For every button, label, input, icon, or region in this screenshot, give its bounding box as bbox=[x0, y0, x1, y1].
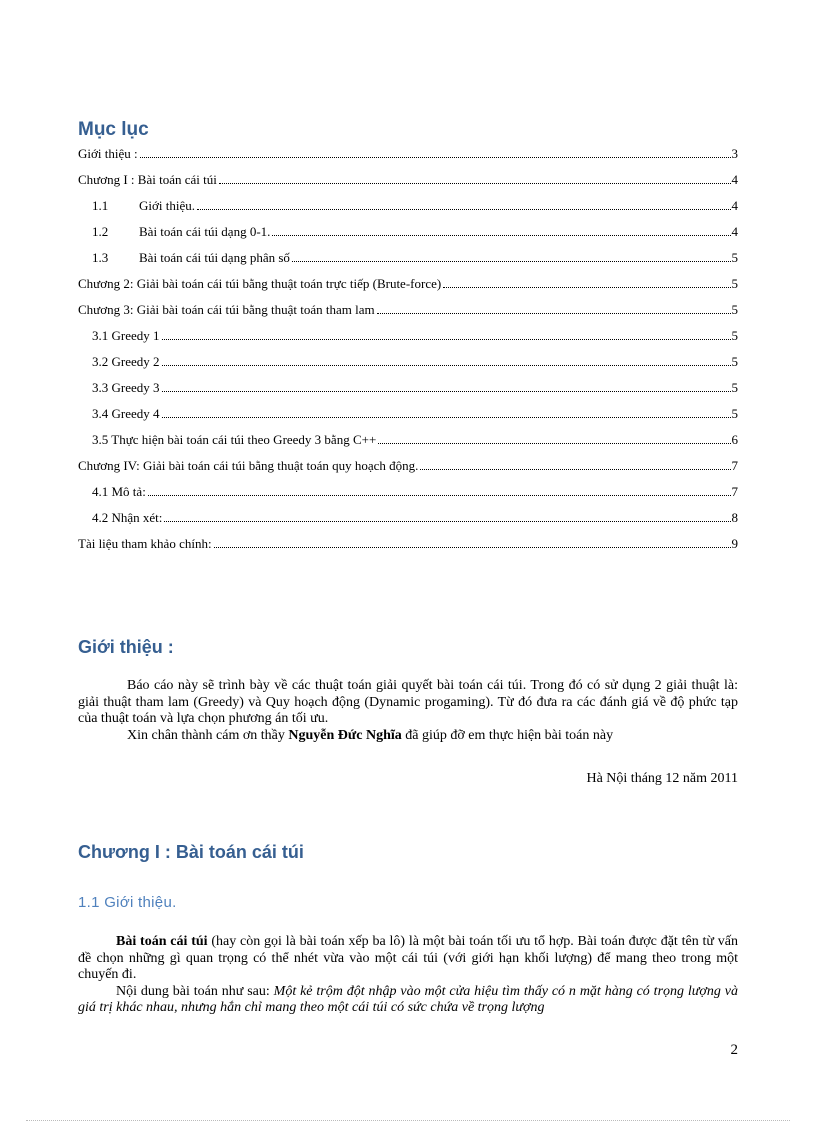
problem-statement-text: Một kẻ trộm đột nhập vào một cửa hiệu tìm thấy có n mặt hàng có trọng lượng và giá trị khác nhau, nhưng hắn chỉ mang theo một cái túi có sức chứa về trọng lượng bbox=[78, 983, 738, 1015]
toc-entry-label: 4.1 Mô tả: bbox=[92, 484, 146, 499]
toc-entry-page: 5 bbox=[731, 380, 738, 395]
toc-entry[interactable] bbox=[78, 534, 738, 552]
problem-statement-prefix: Nội dung bài toán như sau: bbox=[116, 983, 270, 999]
toc-entry[interactable] bbox=[92, 378, 738, 396]
section-1-1-heading: 1.1 Giới thiệu. bbox=[78, 894, 177, 911]
toc-entry-label: Bài toán cái túi dạng 0-1. bbox=[139, 224, 271, 239]
toc-entry[interactable] bbox=[92, 482, 738, 500]
toc-entry-label: Giới thiệu : bbox=[78, 146, 138, 161]
toc-entry-number: 1.3 bbox=[92, 250, 109, 265]
toc-entry[interactable] bbox=[92, 326, 738, 344]
toc-entry-page: 3 bbox=[731, 146, 738, 161]
toc-entry[interactable] bbox=[92, 248, 738, 266]
knapsack-definition-text: (hay còn gọi là bài toán xếp ba lô) là một bài toán tối ưu tổ hợp. Bài toán được đặt tên từ vấn đề chọn những gì quan trọng có thể nhét vừa vào một cái túi (với giới hạn khối lượng) để mang theo trong một chuyến đi. bbox=[78, 934, 738, 982]
toc-entry-label: Chương 3: Giải bài toán cái túi bằng thuật toán tham lam bbox=[78, 302, 375, 317]
toc-entry-page: 7 bbox=[731, 484, 738, 499]
toc-entry-page: 4 bbox=[731, 198, 738, 213]
knapsack-definition bbox=[78, 934, 738, 984]
toc-entry[interactable] bbox=[92, 196, 738, 214]
toc-entry-page: 5 bbox=[731, 354, 738, 369]
toc-entry[interactable] bbox=[92, 404, 738, 422]
toc-entry-label: Tài liệu tham khảo chính: bbox=[78, 536, 212, 551]
toc-entry[interactable] bbox=[78, 144, 738, 162]
toc-title: Mục lục bbox=[78, 119, 149, 140]
toc-entry-label: Chương IV: Giải bài toán cái túi bằng thuật toán quy hoạch động. bbox=[78, 458, 419, 473]
toc-entry-page: 8 bbox=[731, 510, 738, 525]
problem-statement bbox=[78, 984, 738, 1017]
thanks-suffix: đã giúp đỡ em thực hiện bài toán này bbox=[405, 727, 614, 743]
page-bottom-divider bbox=[26, 1120, 790, 1121]
thanks-paragraph bbox=[78, 728, 738, 745]
toc-entry-label: 4.2 Nhận xét: bbox=[92, 510, 163, 525]
toc-entry[interactable] bbox=[92, 222, 738, 240]
intro-body bbox=[78, 678, 738, 744]
toc-entry[interactable] bbox=[78, 456, 738, 474]
toc-entry[interactable] bbox=[92, 508, 738, 526]
chapter1-body bbox=[78, 934, 738, 1017]
toc-entry-page: 5 bbox=[731, 250, 738, 265]
toc-entry[interactable] bbox=[92, 352, 738, 370]
toc-entry-label: Chương 2: Giải bài toán cái túi bằng thuật toán trực tiếp (Brute-force) bbox=[78, 276, 442, 291]
thanks-prefix: Xin chân thành cám ơn thầy bbox=[127, 727, 285, 743]
toc-entry-label: Giới thiệu. bbox=[139, 198, 195, 213]
toc-entry-page: 5 bbox=[731, 328, 738, 343]
toc-entry-page: 5 bbox=[731, 276, 738, 291]
toc-entry-label: 3.2 Greedy 2 bbox=[92, 354, 160, 369]
intro-heading: Giới thiệu : bbox=[78, 637, 174, 657]
toc-entry[interactable] bbox=[78, 170, 738, 188]
toc-entry-page: 6 bbox=[731, 432, 738, 447]
toc-entry-page: 5 bbox=[731, 406, 738, 421]
report-date: Hà Nội tháng 12 năm 2011 bbox=[586, 771, 738, 786]
toc-entry-number: 1.1 bbox=[92, 198, 109, 213]
chapter1-heading: Chương I : Bài toán cái túi bbox=[78, 842, 304, 862]
toc-entry-label: 3.3 Greedy 3 bbox=[92, 380, 160, 395]
toc-entry-page: 7 bbox=[731, 458, 738, 473]
toc-entry-page: 5 bbox=[731, 302, 738, 317]
toc-entry-label: 3.4 Greedy 4 bbox=[92, 406, 160, 421]
toc-entry-label: 3.1 Greedy 1 bbox=[92, 328, 160, 343]
toc-entry-page: 4 bbox=[731, 224, 738, 239]
toc-entry-page: 9 bbox=[731, 536, 738, 551]
advisor-name: Nguyễn Đức Nghĩa bbox=[288, 727, 402, 743]
toc-entry-page: 4 bbox=[731, 172, 738, 187]
toc-entry[interactable] bbox=[92, 430, 738, 448]
toc-entry[interactable] bbox=[78, 300, 738, 318]
toc-entry-label: Chương I : Bài toán cái túi bbox=[78, 172, 217, 187]
knapsack-term: Bài toán cái túi bbox=[116, 934, 208, 949]
toc-entry-label: Bài toán cái túi dạng phân số bbox=[139, 250, 290, 265]
toc-entry-label: 3.5 Thực hiện bài toán cái túi theo Greedy 3 bằng C++ bbox=[92, 432, 377, 447]
intro-paragraph: Báo cáo này sẽ trình bày về các thuật toán giải quyết bài toán cái túi. Trong đó có sử dụng 2 giải thuật là: giải thuật tham lam (Greedy) và Quy hoạch động (Dynamic progaming). Từ đó đưa ra các đánh giá về độ phức tạp của thuật toán và lựa chọn phương án tối ưu. bbox=[78, 678, 738, 726]
toc-entry[interactable] bbox=[78, 274, 738, 292]
page-number: 2 bbox=[730, 1042, 738, 1058]
toc-entry-number: 1.2 bbox=[92, 224, 109, 239]
